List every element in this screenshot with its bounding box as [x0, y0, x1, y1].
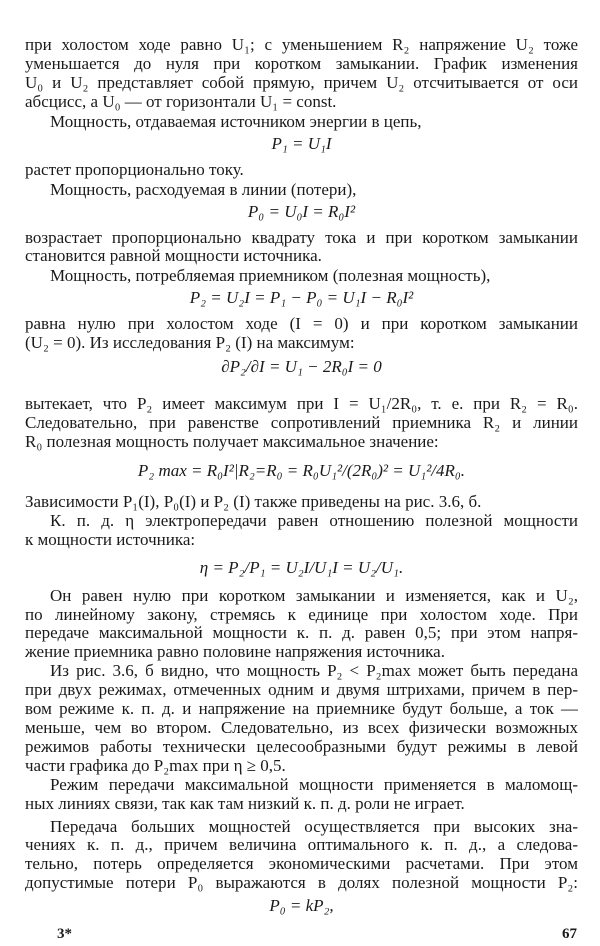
formula: P₂ = U₂I = P₁ − P₀ = U₁I − R₀I²: [189, 288, 414, 307]
text-line: при двух режимах, отмеченных одним и двумя штрихами, причем в пер-: [25, 680, 578, 699]
text-line: жение приемника равно половине напряжения источника.: [25, 642, 445, 661]
text-line: Режим передачи максимальной мощности применяется в маломощ-: [50, 775, 578, 794]
formula: η = P₂/P₁ = U₂I/U₁I = U₂/U₁.: [199, 558, 404, 577]
text-line: становится равной мощности источника.: [25, 246, 322, 265]
text-line: чениях к. п. д., причем величина оптимального к. п. д., а следова-: [25, 835, 578, 854]
text-line: Следовательно, при равенстве сопротивлений приемника R₂ и линии: [25, 413, 578, 432]
text-line: К. п. д. η электропередачи равен отношению полезной мощности: [50, 511, 578, 530]
text-line: (U₂ = 0). Из исследования P₂ (I) на максимум:: [25, 333, 355, 352]
text-line: режимов работы технически целесообразными будут режимы в левой: [25, 737, 578, 756]
page-number: 67: [562, 926, 577, 942]
formula: ∂P₂/∂I = U₁ − 2R₀I = 0: [221, 357, 382, 376]
text-line: U₀ и U₂ представляет собой прямую, причем U₂ отсчитывается от оси: [25, 73, 578, 92]
text-line: тельно, потерь определяется экономическими расчетами. При этом: [25, 854, 578, 873]
text-line: при холостом ходе равно U₁; с уменьшением R₂ напряжение U₂ тоже: [25, 35, 578, 54]
text-line: части графика до P₂max при η ≥ 0,5.: [25, 756, 286, 775]
text-line: Из рис. 3.6, б видно, что мощность P₂ < P₂max может быть передана: [50, 661, 578, 680]
text-line: возрастает пропорционально квадрату тока и при коротком замыкании: [25, 228, 578, 247]
text-line: меньше, чем во втором. Следовательно, из всех физически возможных: [25, 718, 578, 737]
formula: P₀ = kP₂,: [269, 896, 334, 915]
text-line: вом режиме к. п. д. и напряжение на приемнике будут больше, а ток —: [25, 699, 578, 718]
text-line: Мощность, расходуемая в линии (потери),: [50, 180, 357, 199]
text-line: Мощность, потребляемая приемником (полезная мощность),: [50, 266, 491, 285]
text-line: ных линиях связи, так как там низкий к. п. д. роли не играет.: [25, 794, 465, 813]
text-line: передаче максимальной мощности к. п. д. равен 0,5; при этом напря-: [25, 623, 578, 642]
formula: P₀ = U₀I = R₀I²: [247, 202, 356, 221]
formula: P₁ = U₁I: [271, 134, 332, 153]
text-line: Мощность, отдаваемая источником энергии в цепь,: [50, 112, 422, 131]
text-line: Зависимости P₁(I), P₀(I) и P₂ (I) также приведены на рис. 3.6, б.: [25, 492, 482, 511]
text-line: Передача больших мощностей осуществляется при высоких зна-: [50, 817, 578, 836]
formula: P₂ max = R₀I²|R₂=R₀ = R₀U₁²/(2R₀)² = U₁²/4R₀.: [137, 461, 466, 480]
text-line: уменьшается до нуля при коротком замыкании. График изменения: [25, 54, 578, 73]
text-line: R₀ полезная мощность получает максимальное значение:: [25, 432, 439, 451]
text-line: равна нулю при холостом ходе (I = 0) и при коротком замыкании: [25, 314, 578, 333]
text-line: к мощности источника:: [25, 530, 196, 549]
signature-mark: 3*: [57, 926, 72, 942]
text-line: вытекает, что P₂ имеет максимум при I = U₁/2R₀, т. е. при R₂ = R₀.: [25, 394, 578, 413]
text-line: растет пропорционально току.: [25, 160, 244, 179]
text-line: допустимые потери P₀ выражаются в долях полезной мощности P₂:: [25, 873, 578, 892]
text-line: по линейному закону, стремясь к единице при холостом ходе. При: [25, 605, 578, 624]
text-line: Он равен нулю при коротком замыкании и изменяется, как и U₂,: [50, 586, 578, 605]
text-line: абсцисс, а U₀ — от горизонтали U₁ = const.: [25, 92, 337, 111]
